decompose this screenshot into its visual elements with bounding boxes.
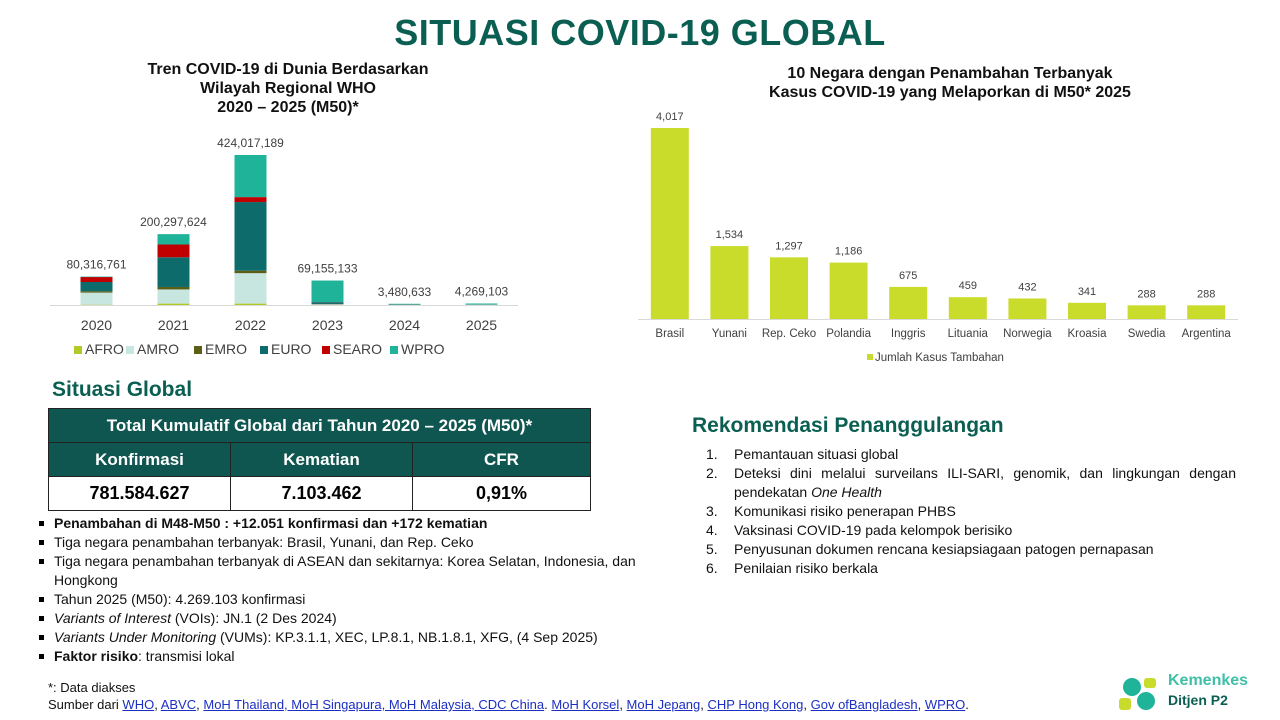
rekomendasi-item [706,445,1236,464]
x-tick-label: 2024 [388,317,421,333]
bar-segment-amro [158,289,190,303]
bar-segment-searo [158,245,190,258]
regional-trend-chart [40,130,540,375]
value-cfr: 0,91% [413,477,591,511]
x-tick-label: Polandia [826,328,871,340]
bar [1187,305,1225,319]
bullet-text: Faktor risiko [54,648,139,664]
bar-segment-searo [81,277,113,282]
rekomendasi-text: Vaksinasi COVID-19 pada kelompok berisiko [734,522,1013,538]
left-chart-title [98,60,478,117]
source-link[interactable]: ABVC [160,697,197,712]
source-link[interactable]: Gov ofBangladesh [810,697,918,712]
bullet-text: Tiga negara penambahan terbanyak: Brasil, Yunani, dan Rep. Ceko [54,534,474,550]
rekomendasi-number: 6. [706,560,718,576]
bar [949,297,987,319]
top-countries-chart [630,100,1250,375]
bullet-text: Variants of Interest [54,610,171,626]
rekomendasi-text: Pemantauan situasi global [734,446,899,462]
header-konfirmasi: Konfirmasi [49,443,231,477]
bar-segment-emro [158,287,190,289]
legend-label: Jumlah Kasus Tambahan [875,352,1004,364]
legend-swatch-amro [126,346,134,354]
x-tick-label: 2020 [80,317,113,333]
source-link[interactable]: MoH Thailand, MoH Singapura, MoH Malaysia, CDC China [203,697,545,712]
legend-label-wpro: WPRO [401,341,445,357]
legend-label-euro: EURO [271,341,312,357]
bullet-text: Tiga negara penambahan terbanyak di ASEAN dan sekitarnya: Korea Selatan, Indonesia, dan Hongkong [54,553,636,588]
total-label: 80,316,761 [66,257,127,272]
bar-segment-afro [158,304,190,305]
rekomendasi-heading: Rekomendasi Penanggulangan [692,414,1004,437]
legend-swatch-afro [74,346,82,354]
bar [889,287,927,319]
rekomendasi-number: 3. [706,503,718,519]
source-link[interactable]: CHP Hong Kong [707,697,804,712]
total-label: 424,017,189 [217,136,284,150]
rekomendasi-text: Deteksi dini melalui surveilans ILI-SARI, genomik, dan lingkungan dengan pendekatan [734,465,1236,500]
bullet-item [36,533,681,552]
page-title: SITUASI COVID-19 GLOBAL [394,12,886,53]
x-tick-label: Kroasia [1067,328,1107,340]
bullet-text: (VOIs): JN.1 (2 Des 2024) [170,610,337,626]
x-tick-label: Inggris [890,328,926,340]
value-label: 675 [899,269,918,282]
x-tick-label: Norwegia [1003,328,1052,340]
left-chart-title-line: 2020 – 2025 (M50)* [217,99,359,116]
rekomendasi-item [706,502,1236,521]
bar-segment-euro [312,302,344,304]
legend-label-amro: AMRO [137,341,179,357]
bar [710,246,748,319]
right-chart-title-line: 10 Negara dengan Penambahan Terbanyak [787,65,1113,82]
bar-segment-euro [81,282,113,291]
bar [1128,305,1166,319]
x-tick-label: Swedia [1127,328,1166,340]
x-tick-label: Argentina [1181,328,1231,340]
bar-segment-wpro [158,234,190,244]
value-label: 1,297 [775,240,803,253]
legend-label-afro: AFRO [85,341,124,357]
x-tick-label: Rep. Ceko [761,328,817,340]
source-separator: , [700,697,708,712]
bar-segment-emro [81,291,113,292]
source-separator: , [154,697,161,712]
x-tick-label: Lituania [947,328,988,340]
summary-table-title: Total Kumulatif Global dari Tahun 2020 – 2025 (M50)* [49,409,591,443]
value-label: 341 [1077,285,1097,298]
bar-segment-amro [312,304,344,305]
value-label: 288 [1137,288,1156,301]
bullet-text: : transmisi lokal [138,648,235,664]
bullet-item [36,628,681,647]
source-link[interactable]: WPRO [924,697,966,712]
source-separator: , [196,697,204,712]
rekomendasi-list [706,445,1236,578]
rekomendasi-item [706,540,1236,559]
x-tick-label: 2025 [465,317,498,333]
source-separator: , [803,697,811,712]
rekomendasi-text: Penyusunan dokumen rencana kesiapsiagaan patogen pernapasan [734,541,1154,557]
logo-line2: Ditjen P2 [1168,692,1228,708]
rekomendasi-text: One Health [811,484,882,500]
rekomendasi-item [706,559,1236,578]
bullet-text: Variants Under Monitoring [54,629,217,645]
source-link[interactable]: WHO [122,697,155,712]
x-tick-label: 2021 [157,317,190,333]
bar-segment-wpro [466,303,498,304]
right-chart-title [690,64,1210,102]
bar-segment-euro [158,257,190,287]
situasi-bullets [36,514,681,666]
bar-segment-euro [235,202,267,271]
bar [1068,303,1106,319]
total-label: 69,155,133 [297,261,358,276]
value-label: 288 [1197,288,1216,301]
rekomendasi-text: Komunikasi risiko penerapan PHBS [734,503,956,519]
source-separator: , [917,697,925,712]
footer-sources [48,696,1108,714]
situasi-heading: Situasi Global [52,378,193,401]
bar [651,128,689,319]
legend-swatch [867,354,873,360]
bar-segment-wpro [312,281,344,303]
legend-label-emro: EMRO [205,341,247,357]
bullet-item [36,647,681,666]
bar-segment-amro [235,273,267,303]
bar-segment-afro [235,304,267,305]
bullet-item [36,609,681,628]
legend-swatch-euro [260,346,268,354]
bullet-item [36,552,681,590]
summary-table [48,408,591,511]
bullet-text: (VUMs): KP.3.1.1, XEC, LP.8.1, NB.1.8.1, XFG, (4 Sep 2025) [216,629,598,645]
right-chart-title-line: Kasus COVID-19 yang Melaporkan di M50* 2025 [769,84,1131,101]
source-separator: . [544,697,552,712]
source-link[interactable]: MoH Jepang [626,697,701,712]
rekomendasi-number: 5. [706,541,718,557]
bar-segment-wpro [235,155,267,197]
x-tick-label: 2022 [234,317,267,333]
rekomendasi-number: 1. [706,446,718,462]
source-prefix: Sumber dari [48,697,123,712]
source-link[interactable]: MoH Korsel [551,697,620,712]
value-label: 459 [958,280,977,293]
value-kematian: 7.103.462 [231,477,413,511]
bullet-item [36,590,681,609]
bullet-item [36,514,681,533]
legend-swatch-emro [194,346,202,354]
kemenkes-logo [1116,674,1276,718]
header-cfr: CFR [413,443,591,477]
value-label: 1,186 [834,245,863,258]
header-kematian: Kematian [231,443,413,477]
left-chart-title-line: Wilayah Regional WHO [200,80,376,97]
bullet-text: Tahun 2025 (M50): 4.269.103 konfirmasi [54,591,306,607]
total-label: 3,480,633 [377,284,432,299]
bar [1008,298,1046,319]
legend-swatch-wpro [390,346,398,354]
rekomendasi-item [706,464,1236,502]
rekomendasi-number: 2. [706,465,718,481]
bullet-text: Penambahan di M48-M50 : +12.051 konfirmasi dan +172 kematian [54,515,488,531]
kemenkes-logo-icon [1116,674,1166,718]
total-label: 4,269,103 [454,284,509,299]
footer-note: *: Data diakses [48,680,136,695]
bar-segment-emro [235,271,267,273]
x-tick-label: Yunani [711,328,747,340]
bar-segment-searo [235,197,267,202]
rekomendasi-text: Penilaian risiko berkala [734,560,878,576]
bar-segment-amro [81,293,113,305]
left-chart-title-line: Tren COVID-19 di Dunia Berdasarkan [147,61,429,78]
total-label: 200,297,624 [140,215,207,230]
value-label: 4,017 [656,111,684,123]
value-label: 432 [1018,281,1037,294]
source-separator: , [619,697,627,712]
x-tick-label: Brasil [655,328,685,340]
bar [770,257,808,319]
x-tick-label: 2023 [311,317,344,333]
legend-swatch-searo [322,346,330,354]
rekomendasi-number: 4. [706,522,718,538]
legend-label-searo: SEARO [333,341,383,357]
rekomendasi-item [706,521,1236,540]
value-konfirmasi: 781.584.627 [49,477,231,511]
logo-line1: Kemenkes [1168,672,1249,689]
value-label: 1,534 [715,229,744,242]
source-separator: . [965,697,969,712]
bar [830,263,868,319]
